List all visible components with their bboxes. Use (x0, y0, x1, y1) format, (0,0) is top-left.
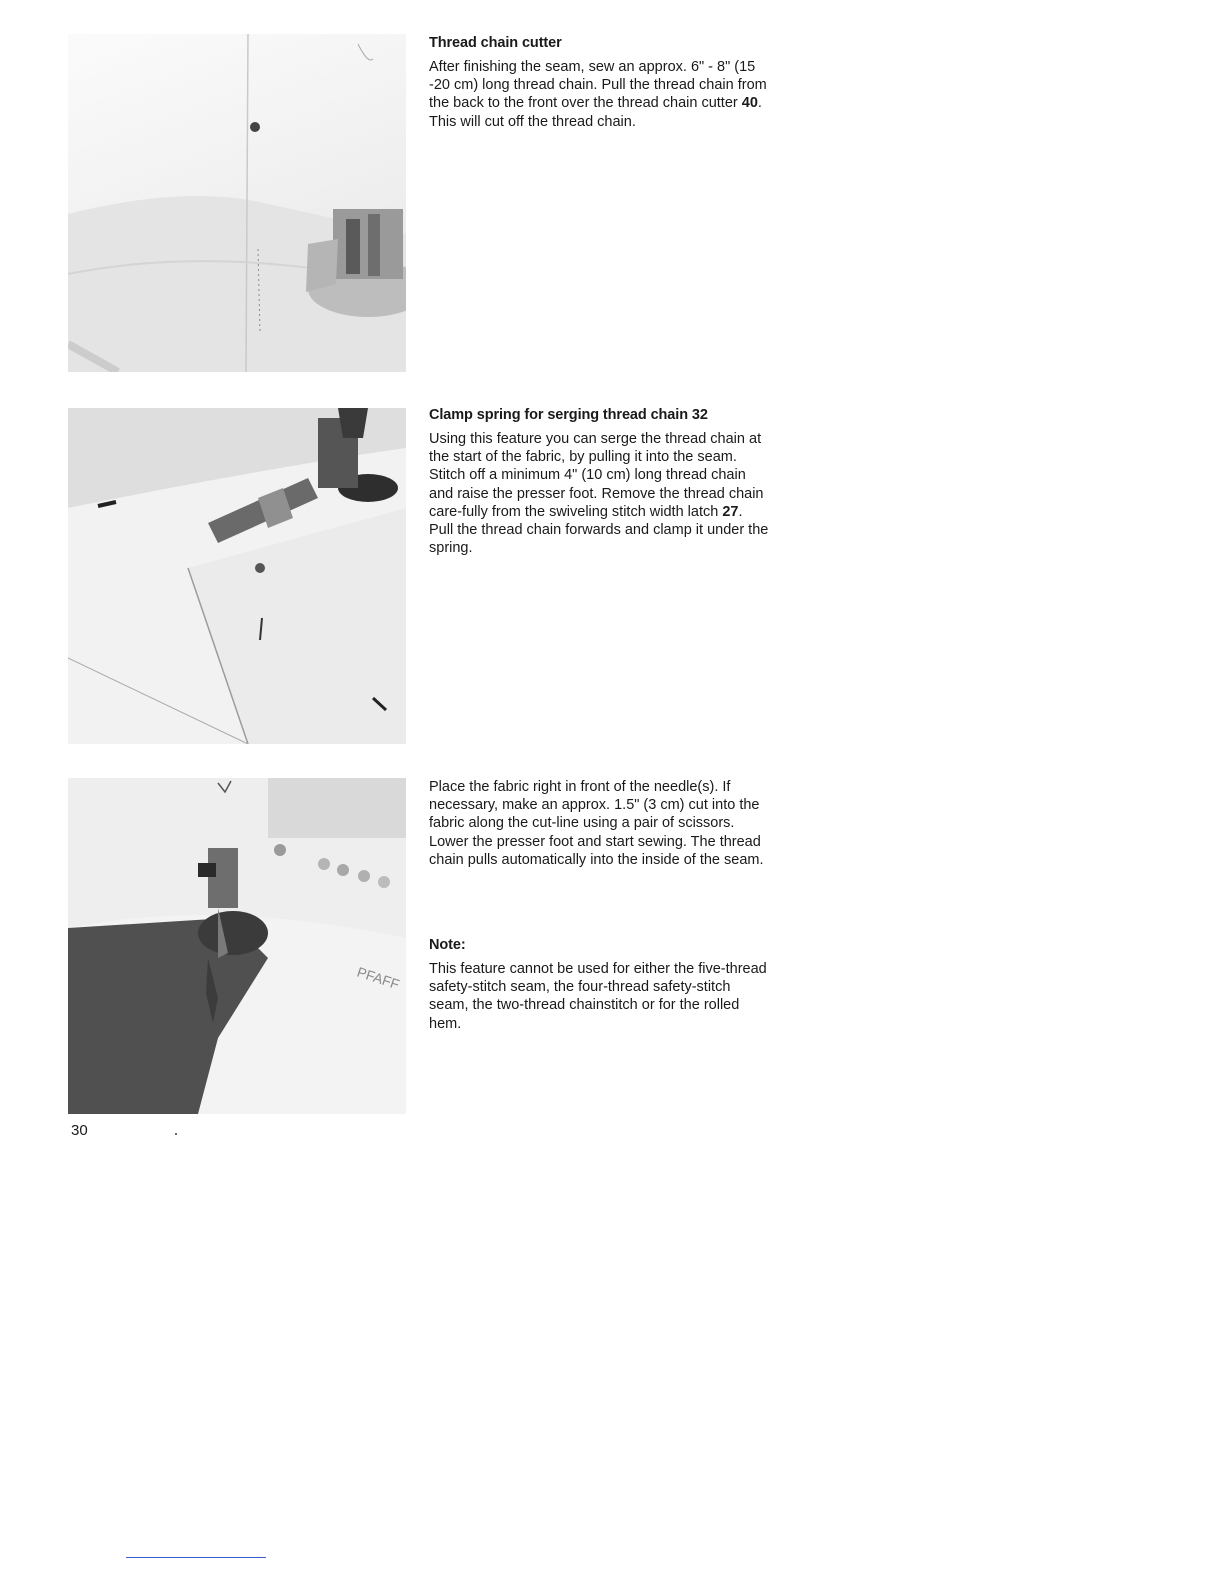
photo-thread-chain-cutter (68, 34, 406, 372)
section-paragraph: Place the fabric right in front of the needle(s). If necessary, make an approx. 1.5" (3 cm) cut into the fabric along the cut-line using a pair of scissors. Lower the presser foot and start sewing. The thread chain pulls automatically into the inside of the seam. (429, 779, 764, 868)
note-paragraph: This feature cannot be used for either the five-thread safety-stitch seam, the four-thread safety-stitch seam, the two-thread chainstitch or for the rolled hem. (429, 961, 767, 1032)
section-fabric-placement (429, 778, 769, 869)
section-paragraph: After finishing the seam, sew an approx. 6" - 8" (15 -20 cm) long thread chain. Pull the thread chain from the back to the front over the thread chain cutter 40. This will cut off the thread chain. (429, 59, 767, 130)
section-paragraph: Using this feature you can serge the thread chain at the start of the fabric, by pulling it into the seam. Stitch off a minimum 4" (10 cm) long thread chain and raise the presser foot. Remove the thread chain care-fully from the swiveling stitch width latch 27. Pull the thread chain forwards and clamp it under the spring. (429, 431, 769, 557)
scan-speck (175, 1133, 177, 1135)
section-heading: Thread chain cutter (429, 35, 562, 51)
section-clamp-spring (429, 406, 769, 557)
photo-fabric-placement (68, 778, 406, 1114)
section-thread-chain-cutter (429, 34, 769, 131)
note-block (429, 936, 769, 1033)
bottom-rule (126, 1557, 266, 1558)
brand-logo: PFAFF (355, 963, 402, 993)
section-heading: Clamp spring for serging thread chain 32 (429, 407, 708, 423)
note-heading: Note: (429, 937, 466, 953)
photo-clamp-spring (68, 408, 406, 744)
page-number: 30 (71, 1122, 88, 1139)
